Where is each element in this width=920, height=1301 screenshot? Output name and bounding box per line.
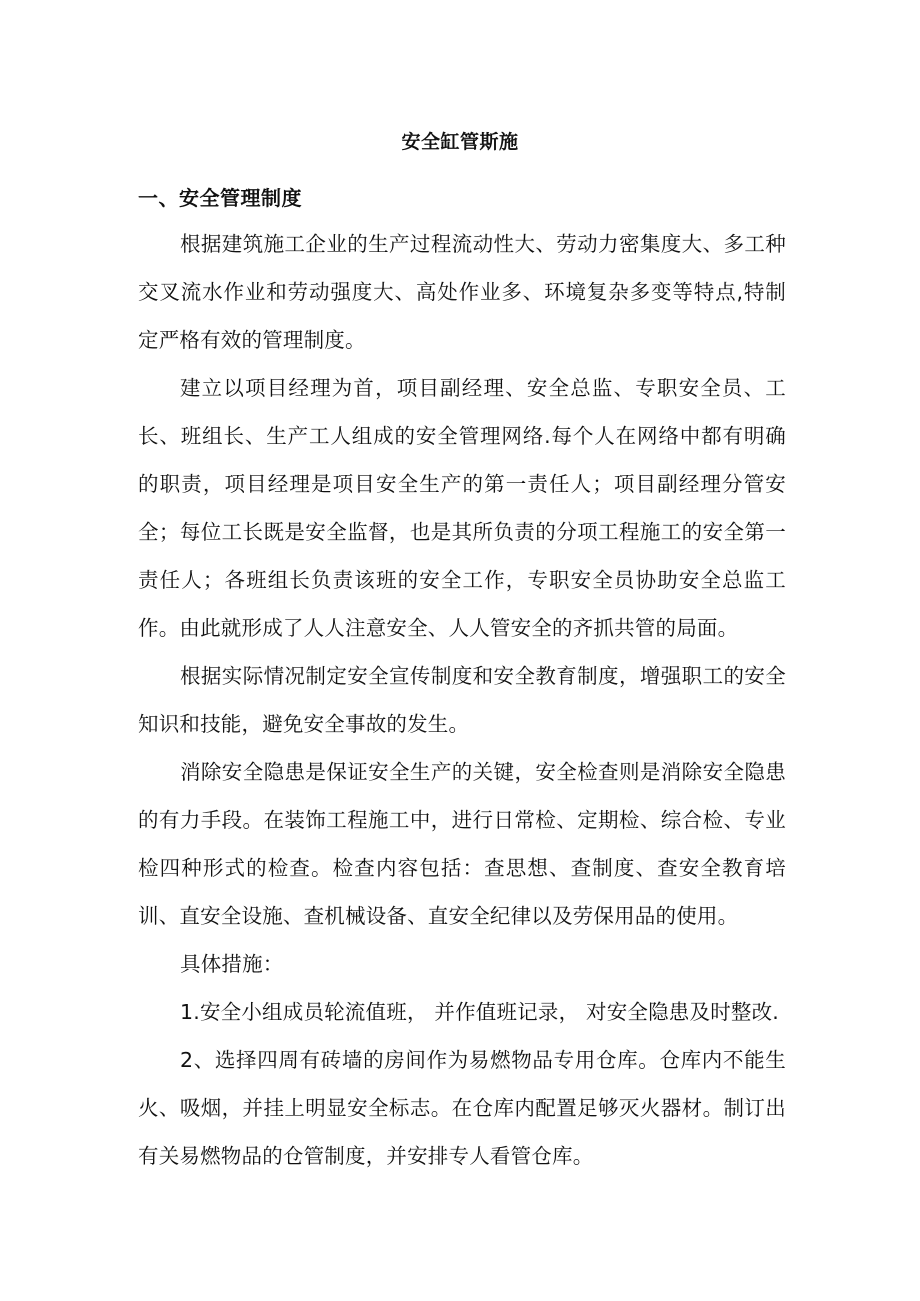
- paragraph-safety-network: 建立以项目经理为首，项目副经理、安全总监、专职安全员、工长、班组长、生产工人组成的安全管理网络.每个人在网络中都有明确的职责，项目经理是项目安全生产的第一责任人；项目副经理分管安全；每位工长既是安全监督，也是其所负责的分项工程施工的安全第一责任人；各班组长负责该班的安全工作，专职安全员协助安全总监工作。由此就形成了人人注意安全、人人管安全的齐抓共管的局面。: [138, 376, 786, 640]
- paragraph-management-system: 根据建筑施工企业的生产过程流动性大、劳动力密集度大、多工种交叉流水作业和劳动强度大、高处作业多、环境复杂多变等特点,特制定严格有效的管理制度。: [138, 232, 786, 352]
- paragraph-measures-label: 具体措施：: [180, 952, 284, 976]
- paragraph-measure-2: 2、选择四周有砖墙的房间作为易燃物品专用仓库。仓库内不能生火、吸烟，并挂上明显安全标志。在仓库内配置足够灭火器材。制订出有关易燃物品的仓管制度，并安排专人看管仓库。: [138, 1048, 786, 1168]
- document-title: 安全缸管斯施: [401, 131, 519, 153]
- paragraph-safety-education: 根据实际情况制定安全宣传制度和安全教育制度，增强职工的安全知识和技能，避免安全事故的发生。: [138, 664, 786, 736]
- paragraph-safety-inspection: 消除安全隐患是保证安全生产的关键，安全检查则是消除安全隐患的有力手段。在装饰工程施工中，进行日常检、定期检、综合检、专业检四种形式的检查。检查内容包括：查思想、查制度、查安全教育培训、直安全设施、查机械设备、直安全纪律以及劳保用品的使用。: [138, 760, 786, 928]
- section-heading: 一、安全管理制度: [138, 186, 302, 210]
- paragraph-measure-1: 1.安全小组成员轮流值班， 并作值班记录， 对安全隐患及时整改.: [180, 1000, 780, 1024]
